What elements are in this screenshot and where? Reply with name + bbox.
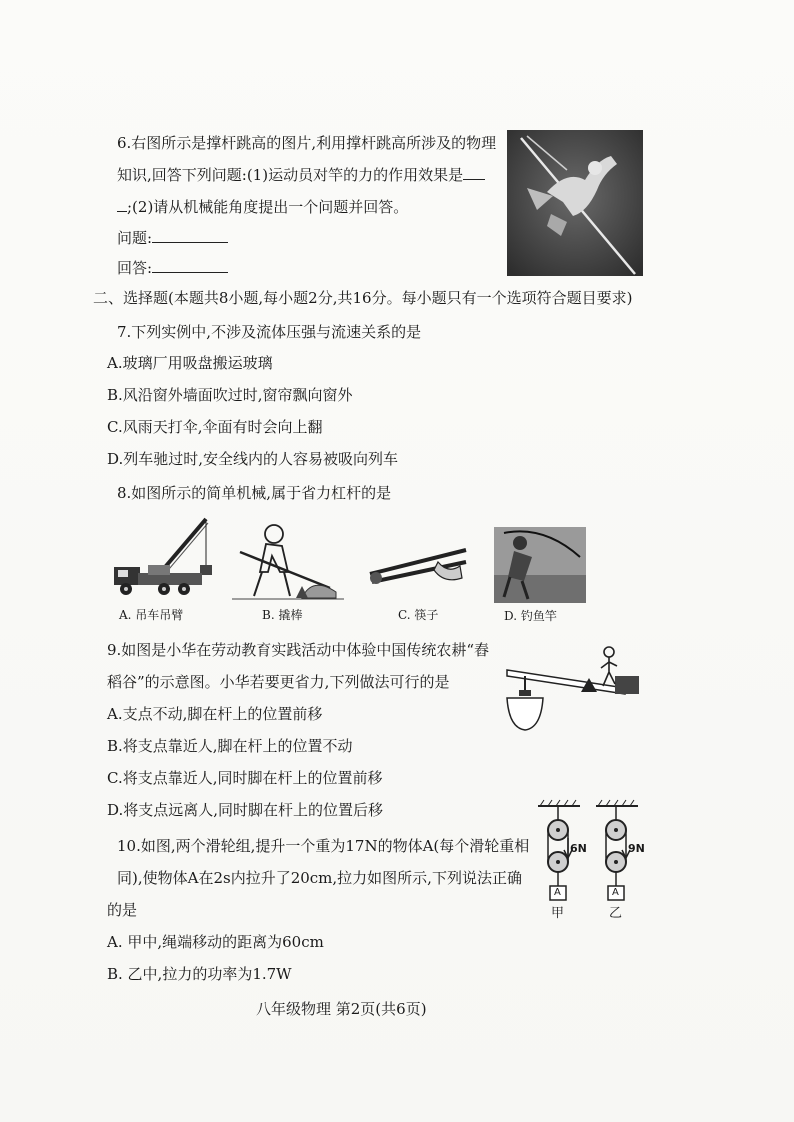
page-footer: 八年级物理 第2页(共6页) — [256, 1000, 427, 1018]
q6-question-blank[interactable] — [152, 226, 228, 243]
q7-option-b[interactable]: B.风沿窗外墙面吹过时,窗帘飘向窗外 — [107, 386, 353, 404]
pulley-right-block-label: A — [612, 887, 619, 898]
q8-stem: 8.如图所示的简单机械,属于省力杠杆的是 — [117, 484, 392, 502]
rice-pounding-lever-figure — [503, 640, 643, 732]
q6-line3 — [117, 195, 408, 217]
q6-line2-text: 知识,回答下列问题:(1)运动员对竿的力的作用效果是 — [117, 166, 464, 184]
crowbar-figure — [232, 520, 344, 602]
q6-answer-row — [117, 256, 228, 278]
pulley-left-force-label: 6N — [570, 842, 587, 855]
chopsticks-figure — [364, 540, 470, 596]
q6-answer-blank-1[interactable] — [463, 163, 485, 180]
q9-line1: 9.如图是小华在劳动教育实践活动中体验中国传统农耕“舂 — [107, 641, 489, 659]
q6-question-label: 问题: — [117, 229, 153, 247]
q6-answer-blank[interactable] — [152, 256, 228, 273]
q10-option-b[interactable]: B. 乙中,拉力的功率为1.7W — [107, 965, 292, 983]
q8-caption-c: C. 筷子 — [398, 608, 439, 622]
q8-caption-a: A. 吊车吊臂 — [119, 608, 184, 622]
pulley-right-force-label: 9N — [628, 842, 645, 855]
q9-option-a[interactable]: A.支点不动,脚在杆上的位置前移 — [107, 705, 323, 723]
crane-truck-figure — [108, 515, 214, 601]
q6-line2 — [117, 163, 485, 185]
q9-line2: 稻谷”的示意图。小华若要更省力,下列做法可行的是 — [107, 673, 450, 691]
q9-option-b[interactable]: B.将支点靠近人,脚在杆上的位置不动 — [107, 737, 353, 755]
q9-option-d[interactable]: D.将支点远离人,同时脚在杆上的位置后移 — [107, 801, 384, 819]
q7-option-c[interactable]: C.风雨天打伞,伞面有时会向上翻 — [107, 418, 323, 436]
section2-heading: 二、选择题(本题共8小题,每小题2分,共16分。每小题只有一个选项符合题目要求) — [93, 289, 633, 307]
q7-option-a[interactable]: A.玻璃厂用吸盘搬运玻璃 — [107, 354, 273, 372]
pulley-left-block-label: A — [554, 887, 561, 898]
q6-line3-text: ;(2)请从机械能角度提出一个问题并回答。 — [127, 198, 409, 216]
q10-option-a[interactable]: A. 甲中,绳端移动的距离为60cm — [107, 933, 324, 951]
q10-line3: 的是 — [107, 901, 138, 919]
q10-line2: 同),使物体A在2s内拉升了20cm,拉力如图所示,下列说法正确 — [117, 869, 522, 887]
q8-caption-b: B. 撬棒 — [262, 608, 303, 622]
q9-option-c[interactable]: C.将支点靠近人,同时脚在杆上的位置前移 — [107, 769, 383, 787]
q10-line1: 10.如图,两个滑轮组,提升一个重为17N的物体A(每个滑轮重相 — [117, 837, 530, 855]
fishing-rod-figure — [494, 527, 586, 603]
q6-line1: 6.右图所示是撑杆跳高的图片,利用撑杆跳高所涉及的物理 — [117, 134, 497, 152]
pulley-systems-figure — [536, 798, 645, 922]
q7-stem: 7.下列实例中,不涉及流体压强与流速关系的是 — [117, 323, 422, 341]
q8-caption-d: D. 钓鱼竿 — [504, 609, 557, 623]
q6-answer-label: 回答: — [117, 259, 153, 277]
pulley-left-caption: 甲 — [551, 906, 565, 921]
q7-option-d[interactable]: D.列车驰过时,安全线内的人容易被吸向列车 — [107, 450, 399, 468]
pulley-right-caption: 乙 — [609, 906, 623, 921]
q6-answer-blank-1-cont[interactable] — [117, 195, 127, 212]
q6-question-row — [117, 226, 228, 248]
pole-vault-photo — [507, 130, 643, 276]
